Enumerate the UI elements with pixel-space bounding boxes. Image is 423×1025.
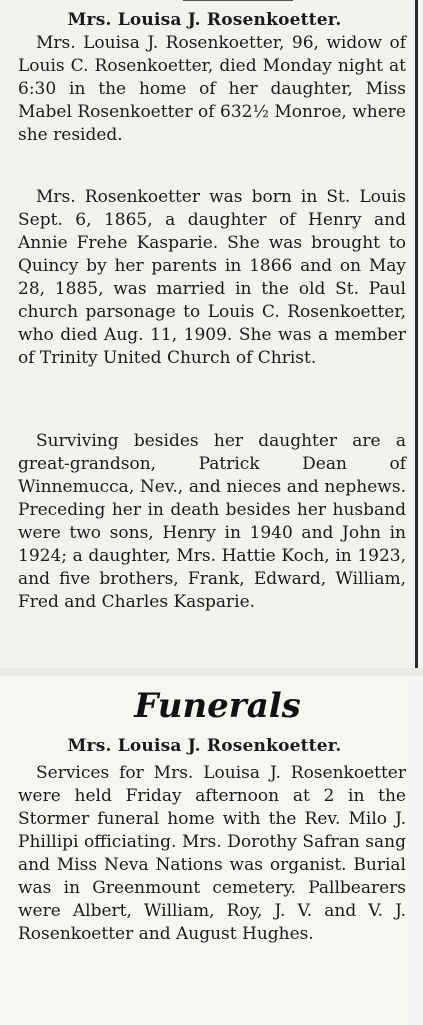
column-divider	[415, 0, 418, 668]
obituary-paragraph-1: Mrs. Louisa J. Rosenkoetter, 96, widow of Louis C. Rosenkoetter, died Monday night at 6:30 in the home of her daughter, Miss Mabel Rosenkoetter of 632½ Monroe, where she resided.	[18, 33, 406, 145]
funeral-paragraph-1: Services for Mrs. Louisa J. Rosenkoetter were held Friday afternoon at 2 in the Stormer funeral home with the Rev. Milo J. Phillipi officiating. Mrs. Dorothy Safran sang and Miss Neva Nations was organist. Burial was in Greenmount cemetery. Pallbearers were Albert, William, Roy, J. V. and V. J. Rosenkoetter and August Hughes.	[18, 763, 406, 944]
funeral-headline: Mrs. Louisa J. Rosenkoetter.	[67, 736, 342, 756]
obituary-paragraph-3: Surviving besides her daughter are a great-grandson, Patrick Dean of Winnemucca, Nev., and nieces and nephews. Preceding her in death besides her husband were two sons, Henry in 1940 and John in 1924; a daughter, Mrs. Hattie Koch, in 1923, and five brothers, Frank, Edward, William, Fred and Charles Kasparie.	[18, 431, 406, 612]
top-rule	[183, 0, 293, 1]
obituary-headline: Mrs. Louisa J. Rosenkoetter.	[67, 10, 342, 30]
clipping-gap	[0, 668, 423, 676]
funerals-section-title: Funerals	[134, 686, 301, 726]
obituary-paragraph-2: Mrs. Rosenkoetter was born in St. Louis Sept. 6, 1865, a daughter of Henry and Annie Frehe Kasparie. She was brought to Quincy by her parents in 1866 and on May 28, 1885, was married in the old St. Paul church parsonage to Louis C. Rosenkoetter, who died Aug. 11, 1909. She was a member of Trinity United Church of Christ.	[18, 187, 406, 368]
